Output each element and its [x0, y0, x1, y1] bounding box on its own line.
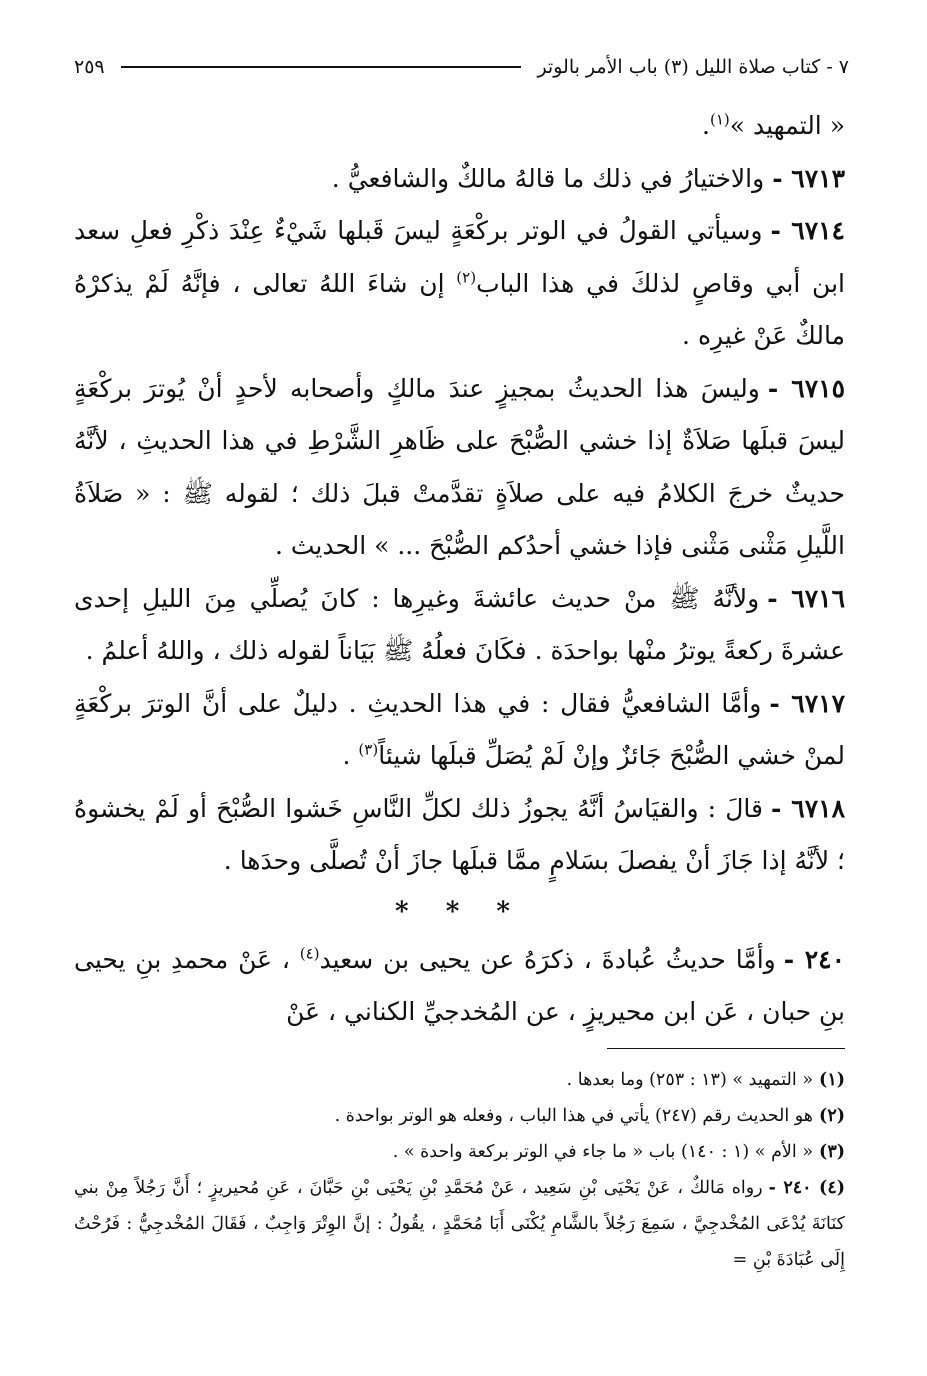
footnote [74, 1098, 845, 1134]
footnote-number: (٢) [819, 1106, 845, 1126]
paragraph-text: وأمَّا الشافعيُّ فقال : في هذا الحديثِ . دليلٌ على أنَّ الوترَ بركْعَةٍ لمنْ خشي الصُّبْحَ جَائزٌ وإنْ لَمْ يُصَلِّ قبلَها شيئاً [74, 688, 845, 770]
paragraph-text: قالَ : والقيَاسُ أنَّهُ يجوزُ ذلك لكلِّ النَّاسِ خَشوا الصُّبْحَ أو لَمْ يخشوهُ ؛ لأنَّهُ إذا جَازَ أنْ يفصلَ بسَلامٍ ممَّا قبلَها جازَ أنْ تُصلَّى وحدَها . [74, 793, 845, 875]
paragraph-text: ولأنَّهُ ﷺ منْ حديث عائشةَ وغيرِها : كانَ يُصلِّي مِنَ الليلِ إحدى عشرةَ ركعةً يوترُ منْها بواحدَة . فكَانَ فعلُهُ ﷺ بَيَاناً لقوله ذلك ، واللهُ أعلمُ . [74, 583, 845, 665]
paragraph [74, 205, 845, 363]
footnote-ref: (٤) [299, 944, 320, 963]
paragraph-number: ٦٧١٧ - [769, 688, 845, 718]
footnote-text: « التمهيد » (١٣ : ٢٥٣) وما بعدها . [566, 1070, 814, 1090]
running-header [74, 50, 849, 84]
footnote [74, 1134, 845, 1170]
footnote-number: (٣) [819, 1142, 845, 1162]
footnote-ref: (٢) [456, 268, 477, 287]
paragraph-text: . [342, 741, 351, 770]
paragraph-text: وسيأتي القولُ في الوتر بركْعَةٍ ليسَ قَبلها شَيْءٌ عِنْدَ ذكْرِ فعلِ سعد ابن أبي وقاصٍ لذلكَ في هذا الباب [74, 216, 845, 298]
footnote [74, 1062, 845, 1098]
paragraph [74, 100, 845, 153]
paragraph-number: ٦٧١٣ - [772, 163, 845, 193]
paragraph-number: ٦٧١٤ - [770, 216, 845, 245]
paragraph-text: والاختيارُ في ذلك ما قالهُ مالكٌ والشافعيُّ . [331, 163, 765, 193]
footnote-ref: (٣) [358, 740, 379, 759]
footnote-ref: (١) [709, 110, 730, 129]
paragraph [74, 573, 845, 678]
paragraph [74, 153, 845, 206]
paragraph-number: ٦٧١٨ - [770, 793, 845, 823]
header-rule [121, 66, 522, 68]
chapter-title: ٧ - كتاب صلاة الليل (٣) باب الأمر بالوتر [537, 56, 849, 78]
paragraph-text: إن شاءَ اللهُ تعالى ، فإنَّهُ لَمْ يذكرْهُ مالكٌ عَنْ غيرِه . [74, 268, 845, 350]
hadith-paragraph [74, 934, 845, 1039]
paragraph-number: ٦٧١٥ - [767, 373, 845, 403]
footnote-text: هو الحديث رقم (٢٤٧) يأتي في هذا الباب ، وفعله هو الوتر بواحدة . [334, 1106, 814, 1126]
hadith-number: ٢٤٠ - [783, 944, 846, 974]
paragraph-text: وأمَّا حديثُ عُبادةَ ، ذكرَهُ عن يحيى بن سعيد [319, 944, 776, 974]
section-separator: * * * [395, 896, 524, 927]
footnote-text: « الأم » (١ : ١٤٠) باب « ما جاء في الوتر بركعة واحدة » . [392, 1142, 814, 1162]
paragraph-text: ، عَنْ محمدِ بنِ يحيى بنِ حبان ، عَن ابن محيريزٍ ، عن المُخدجيِّ الكناني ، عَنْ [74, 944, 845, 1026]
page-number: ٢٥٩ [74, 56, 105, 78]
paragraph-number: ٦٧١٦ - [767, 583, 845, 613]
paragraph-text: وليسَ هذا الحديثُ بمجيزٍ عندَ مالكٍ وأصحابه لأحدٍ أنْ يُوترَ بركْعَةٍ ليسَ قبلَها صَلاَةٌ إذا خشي الصُّبْحَ على ظَاهرِ الشَّرْطِ في هذا الحديثِ ، لأنَّهُ حديثٌ خرجَ الكلامُ فيه على صلاَةٍ تقدَّمتْ قبلَ ذلك ؛ لقوله ﷺ : « صَلاَةُ اللَّيلِ مَثْنى مَثْنى فإذا خشي أحدُكم الصُّبْحَ ... » الحديث . [74, 373, 845, 560]
paragraph [74, 783, 845, 888]
paragraph-text: « التمهيد » [729, 111, 845, 140]
paragraph-text: . [702, 111, 710, 140]
footnote-text: رواه مَالكٌ ، عَنْ يَحْيَى بْنِ سَعِيد ، عَنْ مُحَمَّدِ بْنِ يَحْيَى بْنِ حَبَّانَ ، عَنِ مُحيريزٍ ؛ أَنَّ رَجُلاً مِنْ بني كنَانَةَ يُدْعَى المُخْدجِيَّ ، سَمِعَ رَجُلاً بالشَّامِ يُكْنَى أَبَا مُحَمَّدٍ ، يقُولُ : إنَّ الوِتْرَ وَاجِبٌ ، فَقَالَ المُخْدجِيُّ : فَرُحْتُ إِلَى عُبَادَةَ بْنِ = [74, 1178, 845, 1270]
paragraph [74, 678, 845, 783]
main-text [74, 100, 845, 1039]
paragraph [74, 363, 845, 573]
footnote [74, 1170, 845, 1278]
footnote-divider [607, 1048, 845, 1049]
footnote-number: (٤) ٢٤٠ - [768, 1178, 846, 1198]
footnote-number: (١) [819, 1070, 845, 1090]
footnotes [74, 1062, 845, 1278]
